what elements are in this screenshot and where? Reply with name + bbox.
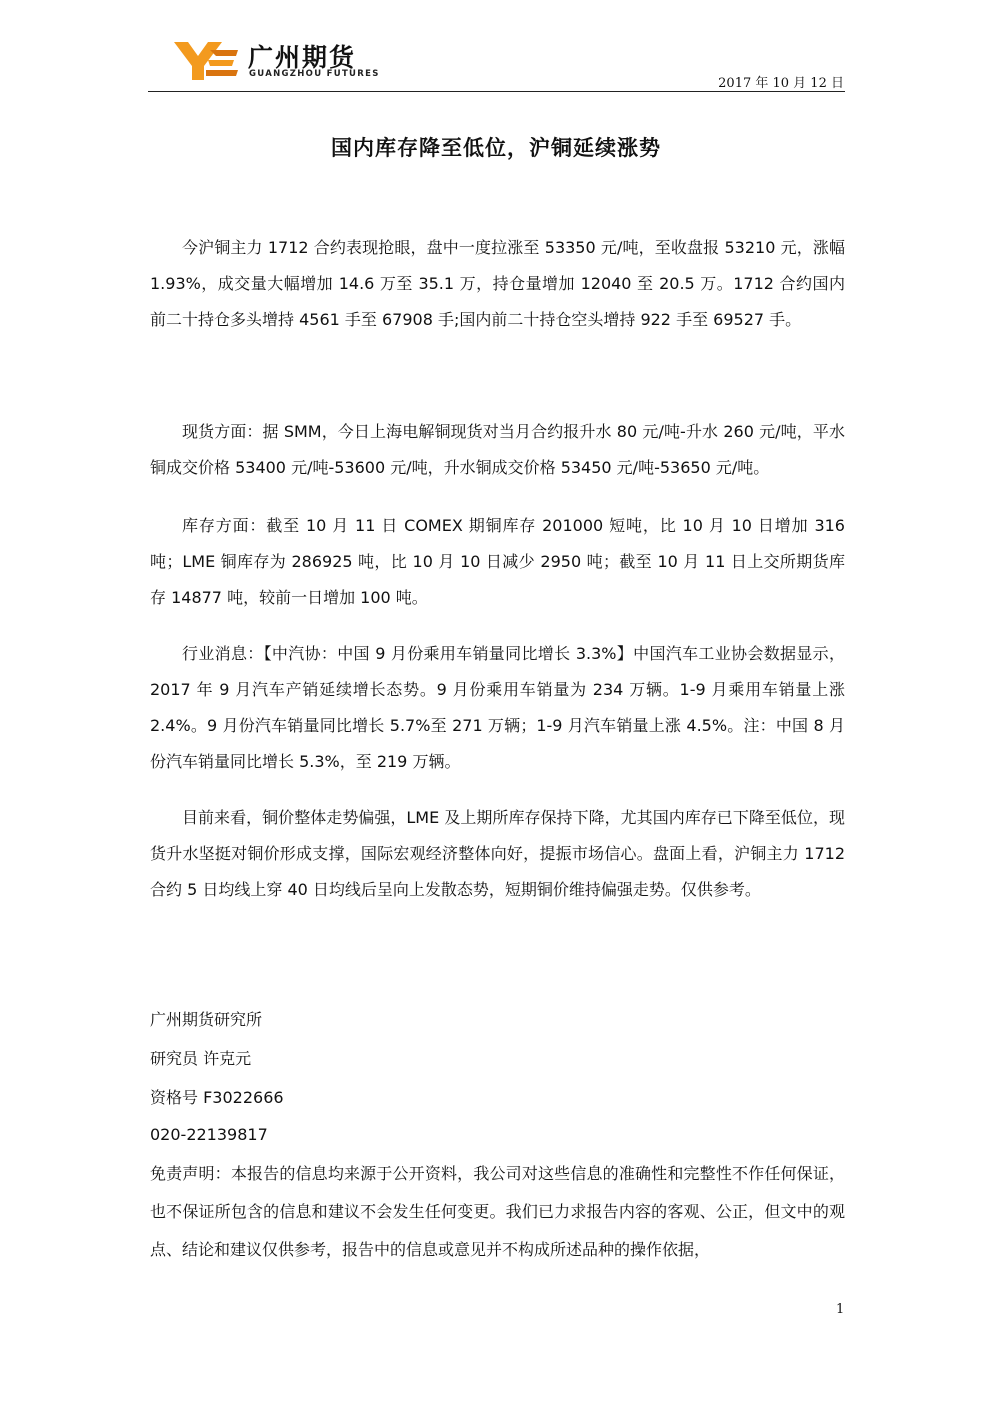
- signature-license: 资格号 F3022666: [150, 1088, 284, 1107]
- signature-institute: 广州期货研究所: [150, 1010, 263, 1029]
- paragraph-market: 今沪铜主力 1712 合约表现抢眼，盘中一度拉涨至 53350 元/吨，至收盘报 53210 元，涨幅 1.93%，成交量大幅增加 14.6 万至 35.1 万，持仓量增加 12040 至 20.5 万。1712 合约国内前二十持仓多头增持 4561 手至 67908 手;国内前二十持仓空头增持 922 手至 69527 手。: [150, 238, 845, 329]
- report-date: 2017 年 10 月 12 日: [718, 76, 844, 91]
- paragraph-industry-news: 行业消息：【中汽协：中国 9 月份乘用车销量同比增长 3.3%】中国汽车工业协会数据显示，2017 年 9 月汽车产销延续增长态势。9 月份乘用车销量为 234 万辆。1-9 月乘用车销量上涨 2.4%。9 月份汽车销量同比增长 5.7%至 271 万辆；1-9 月汽车销量上涨 4.5%。注：中国 8 月份汽车销量同比增长 5.3%，至 219 万辆。: [150, 644, 845, 771]
- logo-name-cn: 广州期货: [248, 43, 357, 72]
- logo-mark-icon: [172, 40, 240, 82]
- header-divider: [148, 91, 845, 92]
- disclaimer-text: 免责声明：本报告的信息均来源于公开资料，我公司对这些信息的准确性和完整性不作任何保证，也不保证所包含的信息和建议不会发生任何变更。我们已力求报告内容的客观、公正，但文中的观点、结论和建议仅供参考，报告中的信息或意见并不构成所述品种的操作依据，: [150, 1164, 845, 1259]
- company-logo: [172, 38, 380, 84]
- report-title: 国内库存降至低位，沪铜延续涨势: [331, 136, 661, 160]
- logo-name-en: GUANGZHOU FUTURES: [249, 69, 380, 79]
- paragraph-inventory: 库存方面：截至 10 月 11 日 COMEX 期铜库存 201000 短吨，比 10 月 10 日增加 316 吨；LME 铜库存为 286925 吨，比 10 月 10 日减少 2950 吨；截至 10 月 11 日上交所期货库存 14877 吨，较前一日增加 100 吨。: [150, 516, 845, 607]
- paragraph-outlook: 目前来看，铜价整体走势偏强，LME 及上期所库存保持下降，尤其国内库存已下降至低位，现货升水坚挺对铜价形成支撑，国际宏观经济整体向好，提振市场信心。盘面上看，沪铜主力 1712 合约 5 日均线上穿 40 日均线后呈向上发散态势，短期铜价维持偏强走势。仅供参考。: [150, 808, 845, 899]
- paragraph-spot: 现货方面：据 SMM，今日上海电解铜现货对当月合约报升水 80 元/吨-升水 260 元/吨，平水铜成交价格 53400 元/吨-53600 元/吨，升水铜成交价格 53450 元/吨-53650 元/吨。: [150, 422, 845, 477]
- page-number: 1: [836, 1302, 845, 1317]
- signature-researcher: 研究员 许克元: [150, 1049, 252, 1068]
- signature-phone: 020-22139817: [150, 1125, 268, 1144]
